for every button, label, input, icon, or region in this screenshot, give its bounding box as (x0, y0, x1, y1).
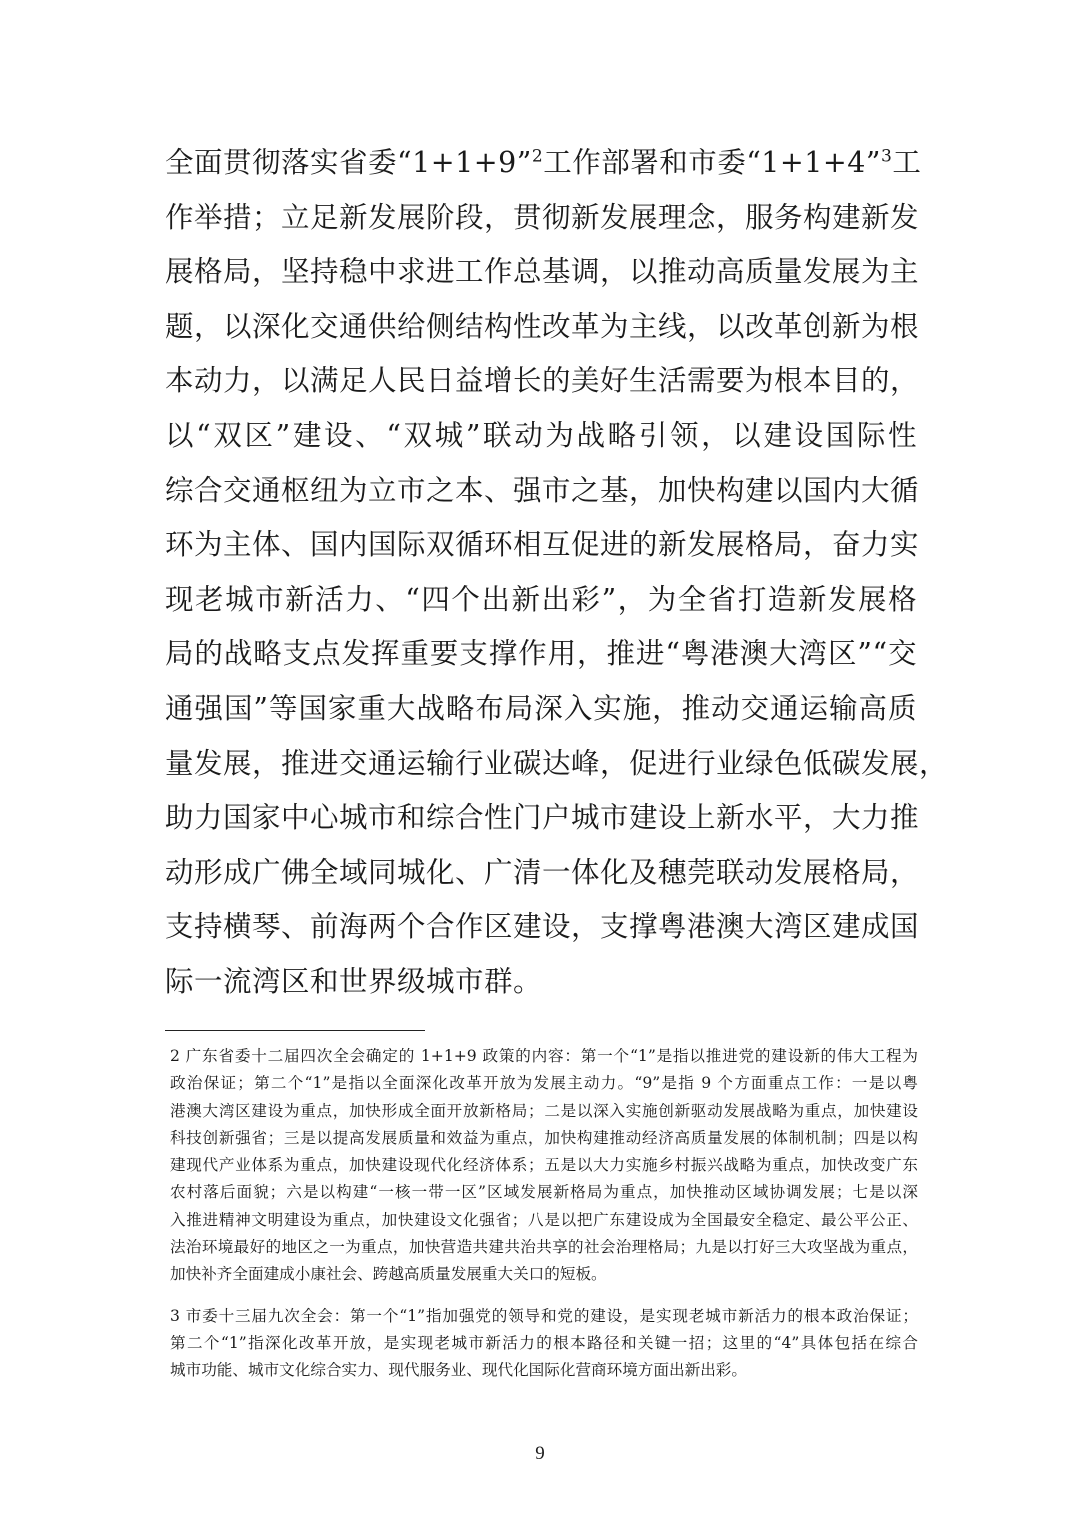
body-line: 局的战略支点发挥重要支撑作用，推进“粤港澳大湾区”“交 (165, 637, 917, 671)
footnote-separator (165, 1030, 425, 1031)
body-line: 综合交通枢纽为立市之本、强市之基，加快构建以国内大循 (165, 473, 920, 507)
body-line: 全面贯彻落实省委“1+1+9”$^2$工作部署和市委“1+1+4”$^3$工 (165, 146, 922, 179)
body-line: 现老城市新活力、“四个出新出彩”，为全省打造新发展格 (165, 582, 917, 616)
footnote-line: 加快补齐全面建成小康社会、跨越高质量发展重大关口的短板。 (170, 1265, 607, 1284)
body-paragraph (165, 136, 949, 1010)
footnote-line: 港澳大湾区建设为重点，加快形成全面开放新格局；二是以深入实施创新驱动发展战略为重点，加快建设 (170, 1101, 918, 1120)
footnote-line: 科技创新强省；三是以提高发展质量和效益为重点，加快构建推动经济高质量发展的体制机制；四是以构 (170, 1128, 918, 1147)
body-line: 通强国”等国家重大战略布局深入实施，推动交通运输高质 (165, 691, 917, 725)
footnote-ref-3[interactable]: 3 (881, 146, 893, 167)
footnote-line: 2 广东省委十二届四次全会确定的 1+1+9 政策的内容：第一个“1”是指以推进党的建设新的伟大工程为 (170, 1047, 918, 1065)
body-line: 量发展，推进交通运输行业碳达峰，促进行业绿色低碳发展， (165, 746, 949, 780)
footnote-2 (170, 1043, 918, 1289)
footnote-ref-2[interactable]: 2 (531, 146, 544, 167)
body-line: 以“双区”建设、“双城”联动为战略引领，以建设国际性 (165, 418, 917, 452)
body-line: 动形成广佛全域同城化、广清一体化及穗莞联动发展格局， (165, 855, 920, 889)
footnote-line: 建现代产业体系为重点，加快建设现代化经济体系；五是以大力实施乡村振兴战略为重点，加快改变广东 (170, 1156, 918, 1175)
footnote-line: 入推进精神文明建设为重点，加快建设文化强省；八是以把广东建设成为全国最安全稳定、最公平公正、 (170, 1210, 918, 1229)
body-line: 本动力，以满足人民日益增长的美好生活需要为根本目的， (165, 364, 920, 398)
footnote-3 (170, 1303, 918, 1385)
footnote-line: 城市功能、城市文化综合实力、现代服务业、现代化国际化营商环境方面出新出彩。 (170, 1361, 747, 1380)
footnote-line: 农村落后面貌；六是以构建“一核一带一区”区域发展新格局为重点，加快推动区域协调发展；七是以深 (170, 1183, 918, 1202)
body-line: 际一流湾区和世界级城市群。 (165, 964, 543, 998)
footnote-line: 法治环境最好的地区之一为重点，加快营造共建共治共享的社会治理格局；九是以打好三大攻坚战为重点， (170, 1238, 918, 1257)
footnotes (170, 1043, 918, 1385)
page-number: 9 (535, 1443, 545, 1464)
body-line: 作举措；立足新发展阶段，贯彻新发展理念，服务构建新发 (165, 200, 920, 234)
footnote-line: 政治保证；第二个“1”是指以全面深化改革开放为发展主动力。“9”是指 9 个方面重点工作：一是以粤 (170, 1074, 918, 1093)
body-line: 环为主体、国内国际双循环相互促进的新发展格局，奋力实 (165, 528, 920, 562)
footnote-line: 第二个“1”指深化改革开放，是实现老城市新活力的根本路径和关键一招；这里的“4”具体包括在综合 (170, 1333, 918, 1352)
body-line: 题，以深化交通供给侧结构性改革为主线，以改革创新为根 (165, 309, 920, 343)
body-line: 支持横琴、前海两个合作区建设，支撑粤港澳大湾区建成国 (165, 910, 920, 944)
body-line: 助力国家中心城市和综合性门户城市建设上新水平，大力推 (165, 801, 920, 835)
footnote-line: 3 市委十三届九次全会：第一个“1”指加强党的领导和党的建设，是实现老城市新活力的根本政治保证； (170, 1306, 918, 1325)
body-line: 展格局，坚持稳中求进工作总基调，以推动高质量发展为主 (165, 255, 920, 289)
